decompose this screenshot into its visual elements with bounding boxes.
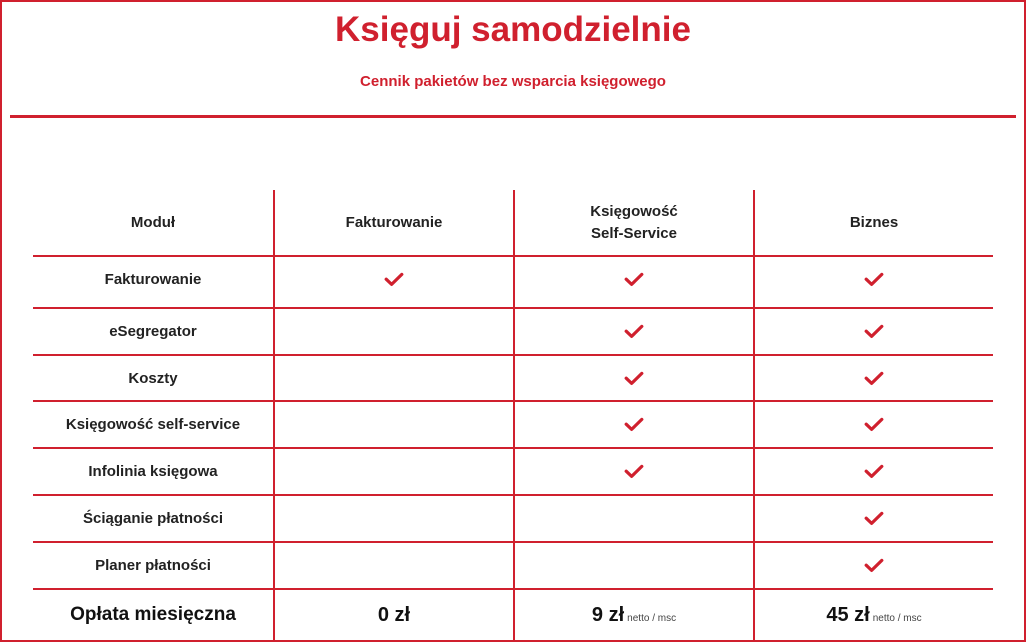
check-icon [864, 417, 884, 432]
table-row [33, 356, 993, 402]
price-cell-biznes [753, 590, 993, 640]
plan-name-line: Self-Service [591, 224, 677, 242]
price-amount: 45 zł [826, 603, 870, 626]
plan-cell-biznes [753, 496, 993, 541]
module-name: Koszty [128, 369, 178, 387]
plan-cell-fakturowanie [273, 309, 513, 354]
plan-cell-ksiegowosc-self-service [513, 449, 753, 494]
header-cell-plan-ksiegowosc-self-service [513, 190, 753, 255]
check-icon [624, 371, 644, 386]
header-cell-module [33, 190, 273, 255]
price-unit: netto / msc [627, 612, 677, 624]
plan-cell-fakturowanie [273, 356, 513, 400]
plan-cell-ksiegowosc-self-service [513, 257, 753, 307]
plan-cell-ksiegowosc-self-service [513, 543, 753, 588]
module-name: Fakturowanie [104, 270, 202, 288]
plan-cell-biznes [753, 402, 993, 447]
plan-cell-biznes [753, 257, 993, 307]
header-cell-plan-fakturowanie [273, 190, 513, 255]
check-icon [864, 324, 884, 339]
plan-cell-ksiegowosc-self-service [513, 309, 753, 354]
plan-cell-biznes [753, 449, 993, 494]
plan-cell-fakturowanie [273, 496, 513, 541]
price-amount: 9 zł [591, 603, 625, 626]
module-name: eSegregator [109, 323, 197, 340]
plan-cell-biznes [753, 543, 993, 588]
plan-name-line: Księgowość [590, 202, 678, 220]
table-row [33, 543, 993, 590]
plan-cell-biznes [753, 309, 993, 354]
check-icon [864, 371, 884, 386]
page-subtitle: Cennik pakietów bez wsparcia księgowego [360, 73, 666, 90]
check-icon [624, 464, 644, 479]
title-divider [10, 115, 1016, 118]
table-row [33, 309, 993, 356]
table-header-row [33, 190, 993, 257]
monthly-fee-row [33, 590, 993, 640]
price-cell-fakturowanie [273, 590, 513, 640]
check-icon [624, 272, 644, 287]
check-icon [864, 511, 884, 526]
plan-cell-ksiegowosc-self-service [513, 356, 753, 400]
price [592, 604, 676, 627]
table-row [33, 257, 993, 309]
plan-cell-biznes [753, 356, 993, 400]
plan-name: Fakturowanie [345, 213, 443, 231]
plan-cell-ksiegowosc-self-service [513, 496, 753, 541]
module-name: Planer płatności [95, 557, 211, 574]
price [826, 604, 921, 627]
check-icon [624, 417, 644, 432]
check-icon [864, 464, 884, 479]
check-icon [624, 324, 644, 339]
price [378, 604, 410, 627]
plan-cell-fakturowanie [273, 449, 513, 494]
module-name: Księgowość self-service [65, 416, 241, 433]
page-title: Księguj samodzielnie [335, 10, 691, 49]
table-row [33, 496, 993, 543]
module-name: Ściąganie płatności [82, 510, 224, 527]
plan-cell-fakturowanie [273, 257, 513, 307]
price-amount: 0 zł [377, 603, 411, 626]
table-row [33, 402, 993, 449]
check-icon [864, 272, 884, 287]
price-unit: netto / msc [872, 612, 922, 624]
price-cell-ksiegowosc-self-service [513, 590, 753, 640]
plan-cell-fakturowanie [273, 543, 513, 588]
plan-cell-ksiegowosc-self-service [513, 402, 753, 447]
check-icon [864, 558, 884, 573]
monthly-fee-label: Opłata miesięczna [70, 604, 236, 625]
plan-cell-fakturowanie [273, 402, 513, 447]
header-cell-plan-biznes [753, 190, 993, 255]
plan-name: Biznes [849, 213, 899, 231]
pricing-table [33, 190, 993, 640]
check-icon [384, 272, 404, 287]
table-row [33, 449, 993, 496]
module-name: Infolinia księgowa [88, 463, 218, 480]
column-header-label: Moduł [130, 213, 176, 231]
